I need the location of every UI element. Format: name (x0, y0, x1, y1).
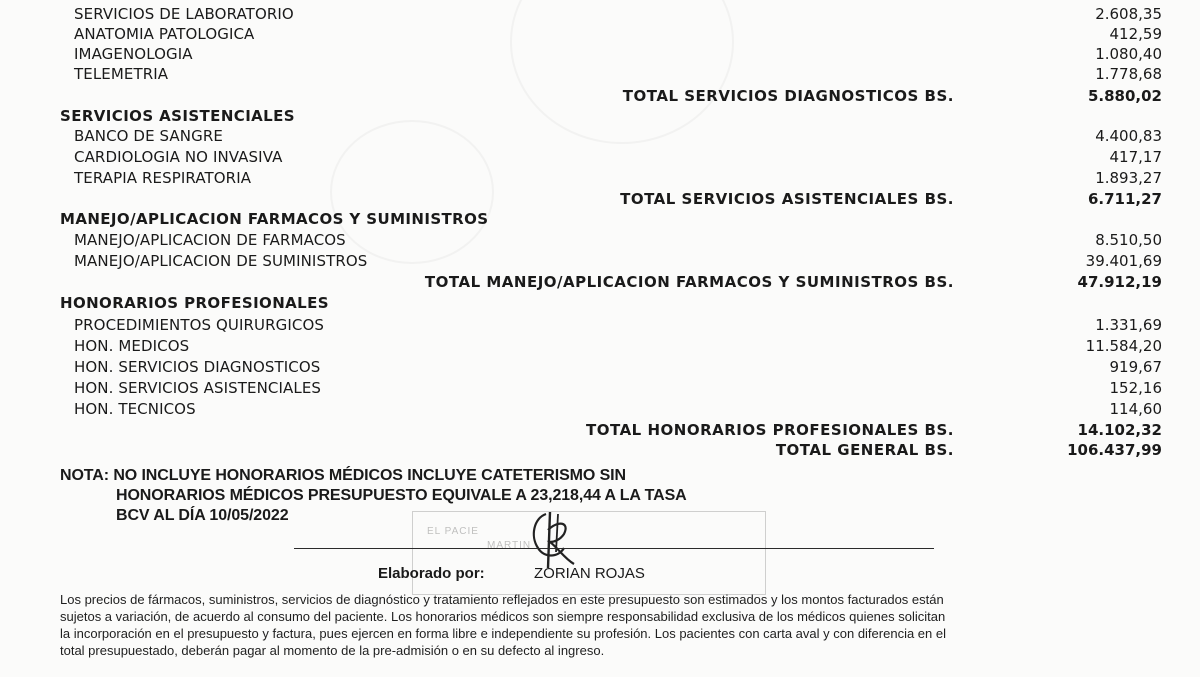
section-heading: MANEJO/APLICACION FARMACOS Y SUMINISTROS (60, 210, 489, 228)
disclaimer-line: la incorporación en el presupuesto y factura, pues ejercen en forma libre e independiente su profesión. Los pacientes con carta aval y con diferencia en el (60, 626, 946, 641)
section-total-label: TOTAL MANEJO/APLICACION FARMACOS Y SUMINISTROS BS. (424, 273, 954, 291)
line-item-label: HON. SERVICIOS ASISTENCIALES (74, 379, 322, 397)
section-total-label: TOTAL SERVICIOS ASISTENCIALES BS. (620, 190, 954, 208)
prepared-by-label: Elaborado por: (378, 565, 485, 582)
section-total-amount: 6.711,27 (1087, 190, 1162, 208)
signature-line (294, 548, 934, 549)
line-item-amount: 11.584,20 (1085, 337, 1162, 355)
grand-total-amount: 106.437,99 (1067, 441, 1162, 459)
line-item-amount: 152,16 (1109, 379, 1162, 397)
prepared-by-name: ZORIAN ROJAS (534, 565, 645, 582)
section-total-label: TOTAL SERVICIOS DIAGNOSTICOS BS. (622, 87, 954, 105)
stamp-text: MARTIN (487, 540, 532, 551)
line-item-label: ANATOMIA PATOLOGICA (74, 25, 255, 43)
section-heading: HONORARIOS PROFESIONALES (60, 294, 329, 312)
line-item-amount: 4.400,83 (1095, 127, 1162, 145)
line-item-amount: 8.510,50 (1095, 231, 1162, 249)
note-line: HONORARIOS MÉDICOS PRESUPUESTO EQUIVALE A 23,218,44 A LA TASA (116, 487, 687, 504)
line-item-amount: 417,17 (1109, 148, 1162, 166)
line-item-label: HON. MEDICOS (74, 337, 190, 355)
line-item-label: CARDIOLOGIA NO INVASIVA (74, 148, 283, 166)
disclaimer-line: Los precios de fármacos, suministros, servicios de diagnóstico y tratamiento reflejados en este presupuesto son estimados y los montos facturados están (60, 592, 944, 607)
line-item-label: SERVICIOS DE LABORATORIO (74, 5, 294, 23)
disclaimer (60, 591, 1170, 659)
watermark-circle-2 (330, 120, 494, 264)
section-total-amount: 5.880,02 (1087, 87, 1162, 105)
line-item-amount: 1.893,27 (1095, 169, 1162, 187)
note-line: NOTA: NO INCLUYE HONORARIOS MÉDICOS INCLUYE CATETERISMO SIN (60, 467, 626, 484)
line-item-label: TERAPIA RESPIRATORIA (74, 169, 252, 187)
line-item-amount: 919,67 (1109, 358, 1162, 376)
grand-total-label: TOTAL GENERAL BS. (775, 441, 954, 459)
section-total-amount: 47.912,19 (1077, 273, 1162, 291)
line-item-label: HON. TECNICOS (74, 400, 196, 418)
disclaimer-line: sujetos a variación, de acuerdo al consumo del paciente. Los honorarios médicos son siempre responsabilidad exclusiva de los médicos quienes solicitan (60, 609, 946, 624)
note-line: BCV AL DÍA 10/05/2022 (116, 507, 289, 524)
line-item-amount: 1.080,40 (1095, 45, 1162, 63)
stamp-text: EL PACIE (427, 526, 479, 537)
line-item-amount: 2.608,35 (1095, 5, 1162, 23)
line-item-amount: 412,59 (1109, 25, 1162, 43)
line-item-label: TELEMETRIA (74, 65, 169, 83)
section-heading: SERVICIOS ASISTENCIALES (60, 107, 295, 125)
line-item-amount: 114,60 (1109, 400, 1162, 418)
line-item-label: HON. SERVICIOS DIAGNOSTICOS (74, 358, 321, 376)
line-item-label: MANEJO/APLICACION DE FARMACOS (74, 231, 346, 249)
section-total-label: TOTAL HONORARIOS PROFESIONALES BS. (586, 421, 954, 439)
line-item-amount: 1.331,69 (1095, 316, 1162, 334)
line-item-label: PROCEDIMIENTOS QUIRURGICOS (74, 316, 325, 334)
disclaimer-line: total presupuestado, deberán pagar al momento de la pre-admisión o en su defecto al ingreso. (60, 643, 605, 658)
line-item-label: IMAGENOLOGIA (74, 45, 193, 63)
line-item-label: BANCO DE SANGRE (74, 127, 223, 145)
stamp (412, 511, 766, 595)
section-total-amount: 14.102,32 (1077, 421, 1162, 439)
line-item-amount: 1.778,68 (1095, 65, 1162, 83)
watermark-circle (510, 0, 734, 144)
line-item-label: MANEJO/APLICACION DE SUMINISTROS (74, 252, 368, 270)
line-item-amount: 39.401,69 (1085, 252, 1162, 270)
